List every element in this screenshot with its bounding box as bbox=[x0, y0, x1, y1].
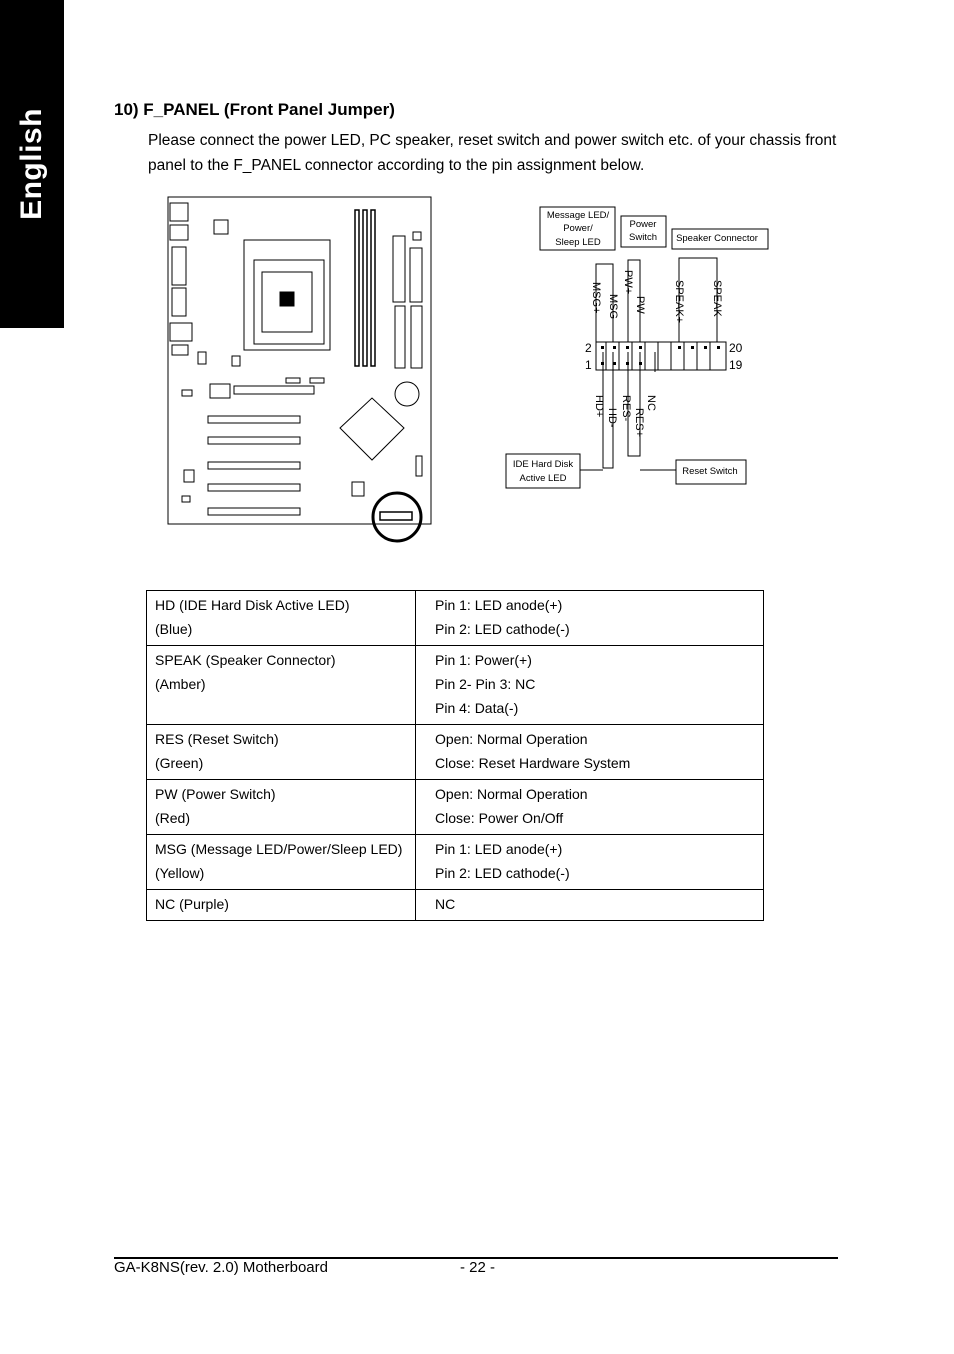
row-desc-line: Pin 2- Pin 3: NC bbox=[435, 676, 536, 692]
pin-label-msg-plus: MSG+ bbox=[590, 282, 602, 314]
pin-label-msg-minus: MSG- bbox=[607, 294, 619, 323]
row-name-line: (Red) bbox=[155, 810, 191, 826]
pin-label-res-minus: RES- bbox=[620, 395, 632, 422]
row-name-line: PW (Power Switch) bbox=[155, 786, 276, 802]
pin-label-res-plus: RES+ bbox=[633, 408, 645, 438]
row-desc-line: Close: Power On/Off bbox=[435, 810, 564, 826]
row-desc-line: NC bbox=[435, 896, 456, 912]
pin-assignment-diagram bbox=[500, 200, 780, 500]
pin-label-pw-plus: PW+ bbox=[622, 270, 634, 295]
message-led-label-line1: Message LED/ bbox=[546, 210, 610, 221]
row-name-line: (Amber) bbox=[155, 676, 206, 692]
motherboard-diagram bbox=[160, 190, 440, 550]
pin-number-top-right: 20 bbox=[729, 341, 743, 355]
row-name-line: SPEAK (Speaker Connector) bbox=[155, 652, 336, 668]
row-desc-line: Pin 1: LED anode(+) bbox=[435, 597, 563, 613]
ide-led-label-line2: Active LED bbox=[519, 473, 567, 484]
reset-switch-label: Reset Switch bbox=[682, 466, 738, 477]
footer-page-number: - 22 - bbox=[460, 1259, 496, 1276]
intro-paragraph: Please connect the power LED, PC speaker, reset switch and power switch etc. of your chassis front panel to the F_PANEL connector according to the pin assignment below. bbox=[148, 132, 837, 174]
table-row bbox=[147, 646, 764, 725]
row-name-line: (Yellow) bbox=[155, 865, 205, 881]
table-row bbox=[147, 780, 764, 835]
pin-label-nc: NC bbox=[645, 395, 657, 411]
language-tab bbox=[0, 0, 64, 328]
language-tab-label: English bbox=[15, 108, 48, 220]
power-switch-label-line1: Power bbox=[629, 219, 657, 230]
table-row bbox=[147, 591, 764, 646]
speaker-connector-label: Speaker Connector bbox=[676, 233, 758, 244]
row-desc-line: Pin 4: Data(-) bbox=[435, 700, 519, 716]
row-name-line: MSG (Message LED/Power/Sleep LED) bbox=[155, 841, 403, 857]
row-desc-line: Pin 2: LED cathode(-) bbox=[435, 621, 570, 637]
table-row bbox=[147, 835, 764, 890]
row-desc-line: Close: Reset Hardware System bbox=[435, 755, 631, 771]
pin-label-speak-plus: SPEAK+ bbox=[673, 280, 685, 324]
pin-label-speak-minus: SPEAK- bbox=[711, 280, 723, 321]
message-led-label-line3: Sleep LED bbox=[555, 237, 601, 248]
row-desc-line: Pin 2: LED cathode(-) bbox=[435, 865, 570, 881]
row-name-line: (Green) bbox=[155, 755, 204, 771]
pin-number-bottom-right: 19 bbox=[729, 358, 743, 372]
row-name-line: NC (Purple) bbox=[155, 896, 229, 912]
pin-assignment-table bbox=[146, 590, 764, 921]
row-name-line: (Blue) bbox=[155, 621, 193, 637]
message-led-label-line2: Power/ bbox=[563, 223, 593, 234]
pin-number-top-left: 2 bbox=[585, 341, 592, 355]
pin-label-hd-minus: HD- bbox=[606, 408, 618, 428]
pin-number-bottom-left: 1 bbox=[585, 358, 592, 372]
row-desc-line: Open: Normal Operation bbox=[435, 786, 588, 802]
pin-label-pw-minus: PW- bbox=[634, 296, 646, 318]
power-switch-label-line2: Switch bbox=[629, 232, 657, 243]
row-desc-line: Open: Normal Operation bbox=[435, 731, 588, 747]
ide-led-label-line1: IDE Hard Disk bbox=[512, 459, 574, 470]
table-row bbox=[147, 890, 764, 921]
table-row bbox=[147, 725, 764, 780]
row-name-line: HD (IDE Hard Disk Active LED) bbox=[155, 597, 350, 613]
row-desc-line: Pin 1: Power(+) bbox=[435, 652, 532, 668]
footer-product-name: GA-K8NS(rev. 2.0) Motherboard bbox=[114, 1259, 328, 1276]
row-desc-line: Pin 1: LED anode(+) bbox=[435, 841, 563, 857]
pin-label-hd-plus: HD+ bbox=[593, 395, 605, 418]
row-name-line: RES (Reset Switch) bbox=[155, 731, 279, 747]
section-title: 10) F_PANEL (Front Panel Jumper) bbox=[114, 100, 395, 119]
